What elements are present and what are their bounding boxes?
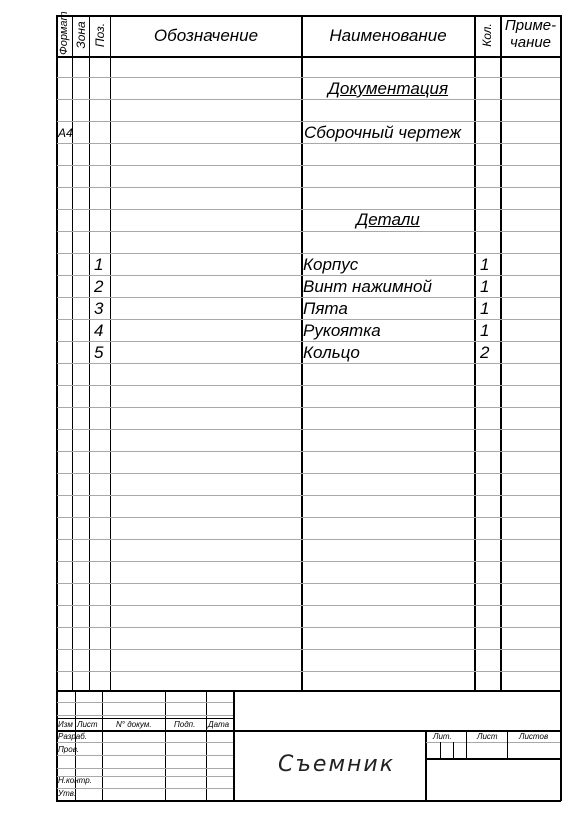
part-name-1: Корпус — [303, 255, 359, 274]
part-name-3: Пята — [303, 299, 348, 318]
row-line — [57, 671, 560, 672]
section-details: Детали — [356, 210, 420, 229]
frame-bottom — [56, 800, 561, 802]
part-qty-5: 2 — [480, 343, 490, 362]
tb-list: Лист — [77, 720, 98, 729]
tb-izm: Изм — [58, 720, 73, 729]
header-designation: Обозначение — [153, 26, 259, 45]
tb-sheet: Лист — [477, 732, 498, 741]
tb-row-line — [57, 715, 233, 716]
header-divider — [56, 56, 561, 58]
tb-col-line — [165, 690, 166, 800]
header-zone: Зона — [74, 21, 88, 49]
tb-utv: Утв. — [58, 789, 77, 798]
part-pos-5: 5 — [94, 343, 104, 362]
tb-row-line — [426, 758, 560, 760]
assembly-drawing: Сборочный чертеж — [304, 123, 462, 142]
tb-lit: Лит. — [433, 732, 452, 741]
part-name-2: Винт нажимной — [303, 277, 432, 296]
row-line — [57, 495, 560, 496]
tb-nkontr: Н.контр. — [58, 776, 92, 785]
tb-doc-no: N° докум. — [116, 720, 152, 729]
part-pos-3: 3 — [94, 299, 104, 318]
tb-prov: Пров. — [58, 745, 80, 754]
row-line — [57, 385, 560, 386]
tb-sheets: Листов — [519, 732, 549, 741]
row-line — [57, 451, 560, 452]
row-line — [57, 165, 560, 166]
row-line — [57, 231, 560, 232]
tb-right-divider — [425, 730, 427, 800]
tb-row-line — [57, 702, 233, 703]
header-note-line2: чание — [509, 34, 552, 51]
header-qty: Кол. — [480, 23, 494, 47]
tb-row-line — [57, 768, 233, 769]
col-zone-divider — [89, 15, 90, 690]
tb-razrab: Разраб. — [58, 732, 87, 741]
row-line — [57, 187, 560, 188]
row-line — [57, 561, 560, 562]
format-a4: A4 — [58, 126, 73, 140]
tb-col-line — [507, 730, 508, 758]
part-qty-4: 1 — [480, 321, 490, 340]
part-qty-1: 1 — [480, 255, 490, 274]
header-name: Наименование — [329, 26, 447, 45]
header-format: Формат — [58, 11, 70, 55]
part-name-5: Кольцо — [303, 343, 360, 362]
tb-date: Дата — [208, 720, 230, 729]
row-line — [57, 429, 560, 430]
part-qty-2: 1 — [480, 277, 490, 296]
row-line — [57, 583, 560, 584]
row-line — [57, 517, 560, 518]
header-pos: Поз. — [93, 22, 107, 48]
tb-col-line — [466, 730, 467, 758]
tb-row-line — [57, 755, 233, 756]
tb-col-line — [233, 690, 235, 800]
row-line — [57, 627, 560, 628]
row-line — [57, 605, 560, 606]
tb-sign: Подп. — [174, 720, 196, 729]
tb-drawing-title: Съемник — [278, 752, 396, 777]
row-line — [57, 539, 560, 540]
tb-row-line — [57, 788, 233, 789]
row-line — [57, 473, 560, 474]
part-name-4: Рукоятка — [303, 321, 381, 340]
row-line — [57, 649, 560, 650]
header-note-line1: Приме- — [504, 17, 557, 34]
tb-col-line — [206, 690, 207, 800]
col-qty-divider — [500, 15, 502, 690]
tb-col-line — [440, 742, 441, 758]
title-block-top — [56, 690, 561, 692]
part-pos-4: 4 — [94, 321, 104, 340]
tb-col-line — [102, 690, 103, 800]
col-format-divider — [72, 15, 73, 690]
frame-right — [560, 15, 562, 801]
col-pos-divider — [110, 15, 111, 690]
row-line — [57, 407, 560, 408]
part-pos-2: 2 — [94, 277, 104, 296]
section-documentation: Документация — [327, 79, 449, 98]
tb-col-line — [453, 742, 454, 758]
part-pos-1: 1 — [94, 255, 104, 274]
part-qty-3: 1 — [480, 299, 490, 318]
col-name-divider — [474, 15, 476, 690]
